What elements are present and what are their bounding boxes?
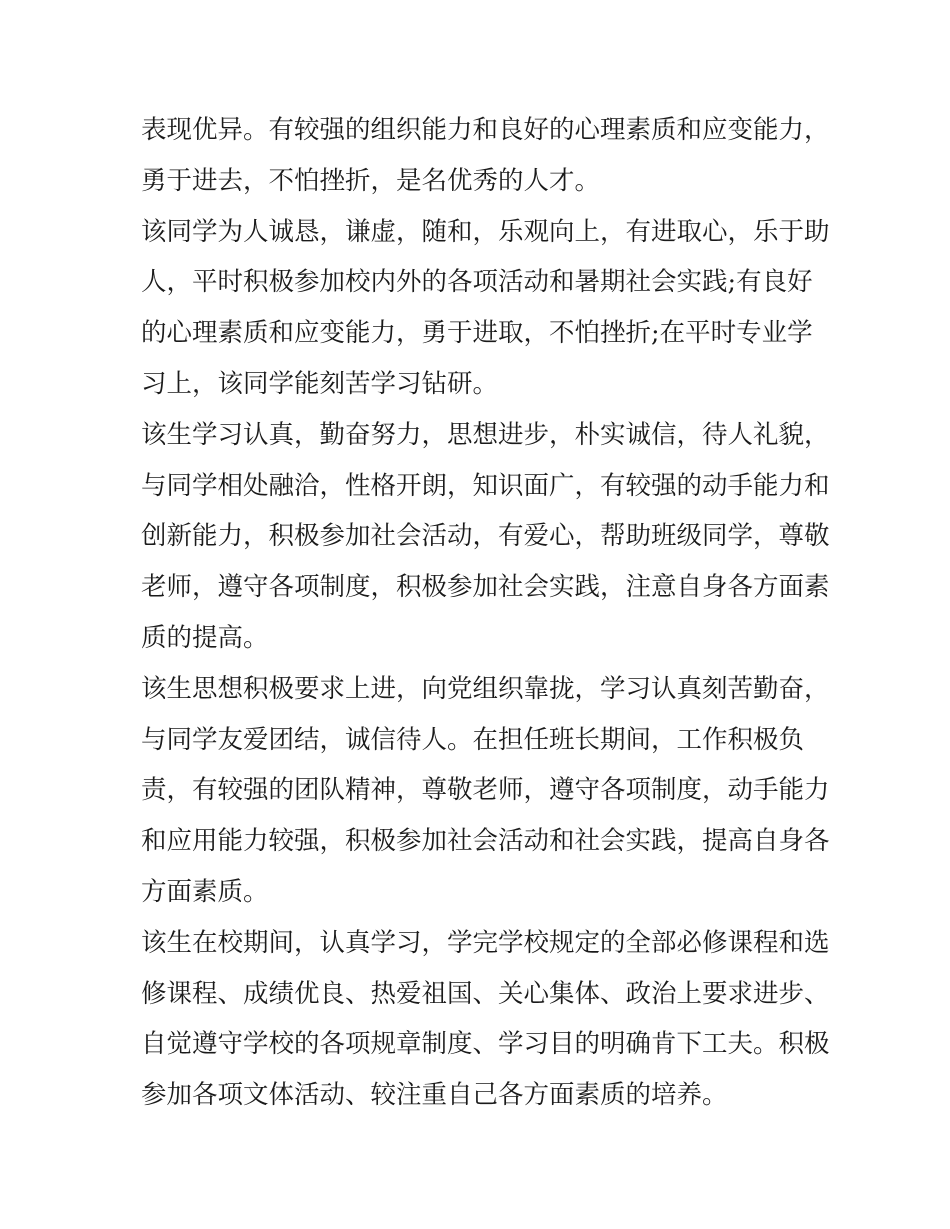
text-line: 老师，遵守各项制度，积极参加社会实践，注意自身各方面素 — [141, 572, 830, 603]
text-line: 人，平时积极参加校内外的各项活动和暑期社会实践;有良好 — [141, 267, 813, 298]
text-line: 参加各项文体活动、较注重自己各方面素质的培养。 — [141, 1080, 728, 1111]
paragraph-1 — [141, 105, 830, 207]
paragraph-3 — [141, 410, 830, 664]
text-line: 该生在校期间，认真学习，学完学校规定的全部必修课程和选 — [141, 927, 830, 958]
text-line: 创新能力，积极参加社会活动，有爱心，帮助班级同学，尊敬 — [141, 521, 830, 552]
text-line: 自觉遵守学校的各项规章制度、学习目的明确肯下工夫。积极 — [141, 1029, 830, 1060]
text-line: 该同学为人诚恳，谦虚，随和，乐观向上，有进取心，乐于助 — [141, 216, 830, 247]
text-line: 方面素质。 — [141, 876, 269, 907]
text-line: 和应用能力较强，积极参加社会活动和社会实践，提高自身各 — [141, 826, 830, 857]
text-line: 责，有较强的团队精神，尊敬老师，遵守各项制度，动手能力 — [141, 775, 830, 806]
text-line: 表现优异。有较强的组织能力和良好的心理素质和应变能力， — [141, 115, 830, 145]
text-line: 与同学友爱团结，诚信待人。在担任班长期间，工作积极负 — [141, 724, 805, 755]
paragraph-5 — [141, 918, 830, 1121]
text-line: 该生学习认真，勤奋努力，思想进步，朴实诚信，待人礼貌， — [141, 419, 830, 450]
document-body — [141, 105, 830, 1121]
text-line: 质的提高。 — [141, 622, 269, 653]
paragraph-2 — [141, 207, 830, 410]
text-line: 该生思想积极要求上进，向党组织靠拢，学习认真刻苦勤奋， — [141, 673, 830, 704]
text-line: 习上，该同学能刻苦学习钻研。 — [141, 368, 499, 399]
paragraph-4 — [141, 664, 830, 918]
text-line: 的心理素质和应变能力，勇于进取，不怕挫折;在平时专业学 — [141, 318, 813, 349]
text-line: 勇于进去，不怕挫折，是名优秀的人才。 — [141, 165, 601, 196]
text-line: 修课程、成绩优良、热爱祖国、关心集体、政治上要求进步、 — [141, 978, 830, 1009]
text-line: 与同学相处融洽，性格开朗，知识面广，有较强的动手能力和 — [141, 470, 830, 501]
